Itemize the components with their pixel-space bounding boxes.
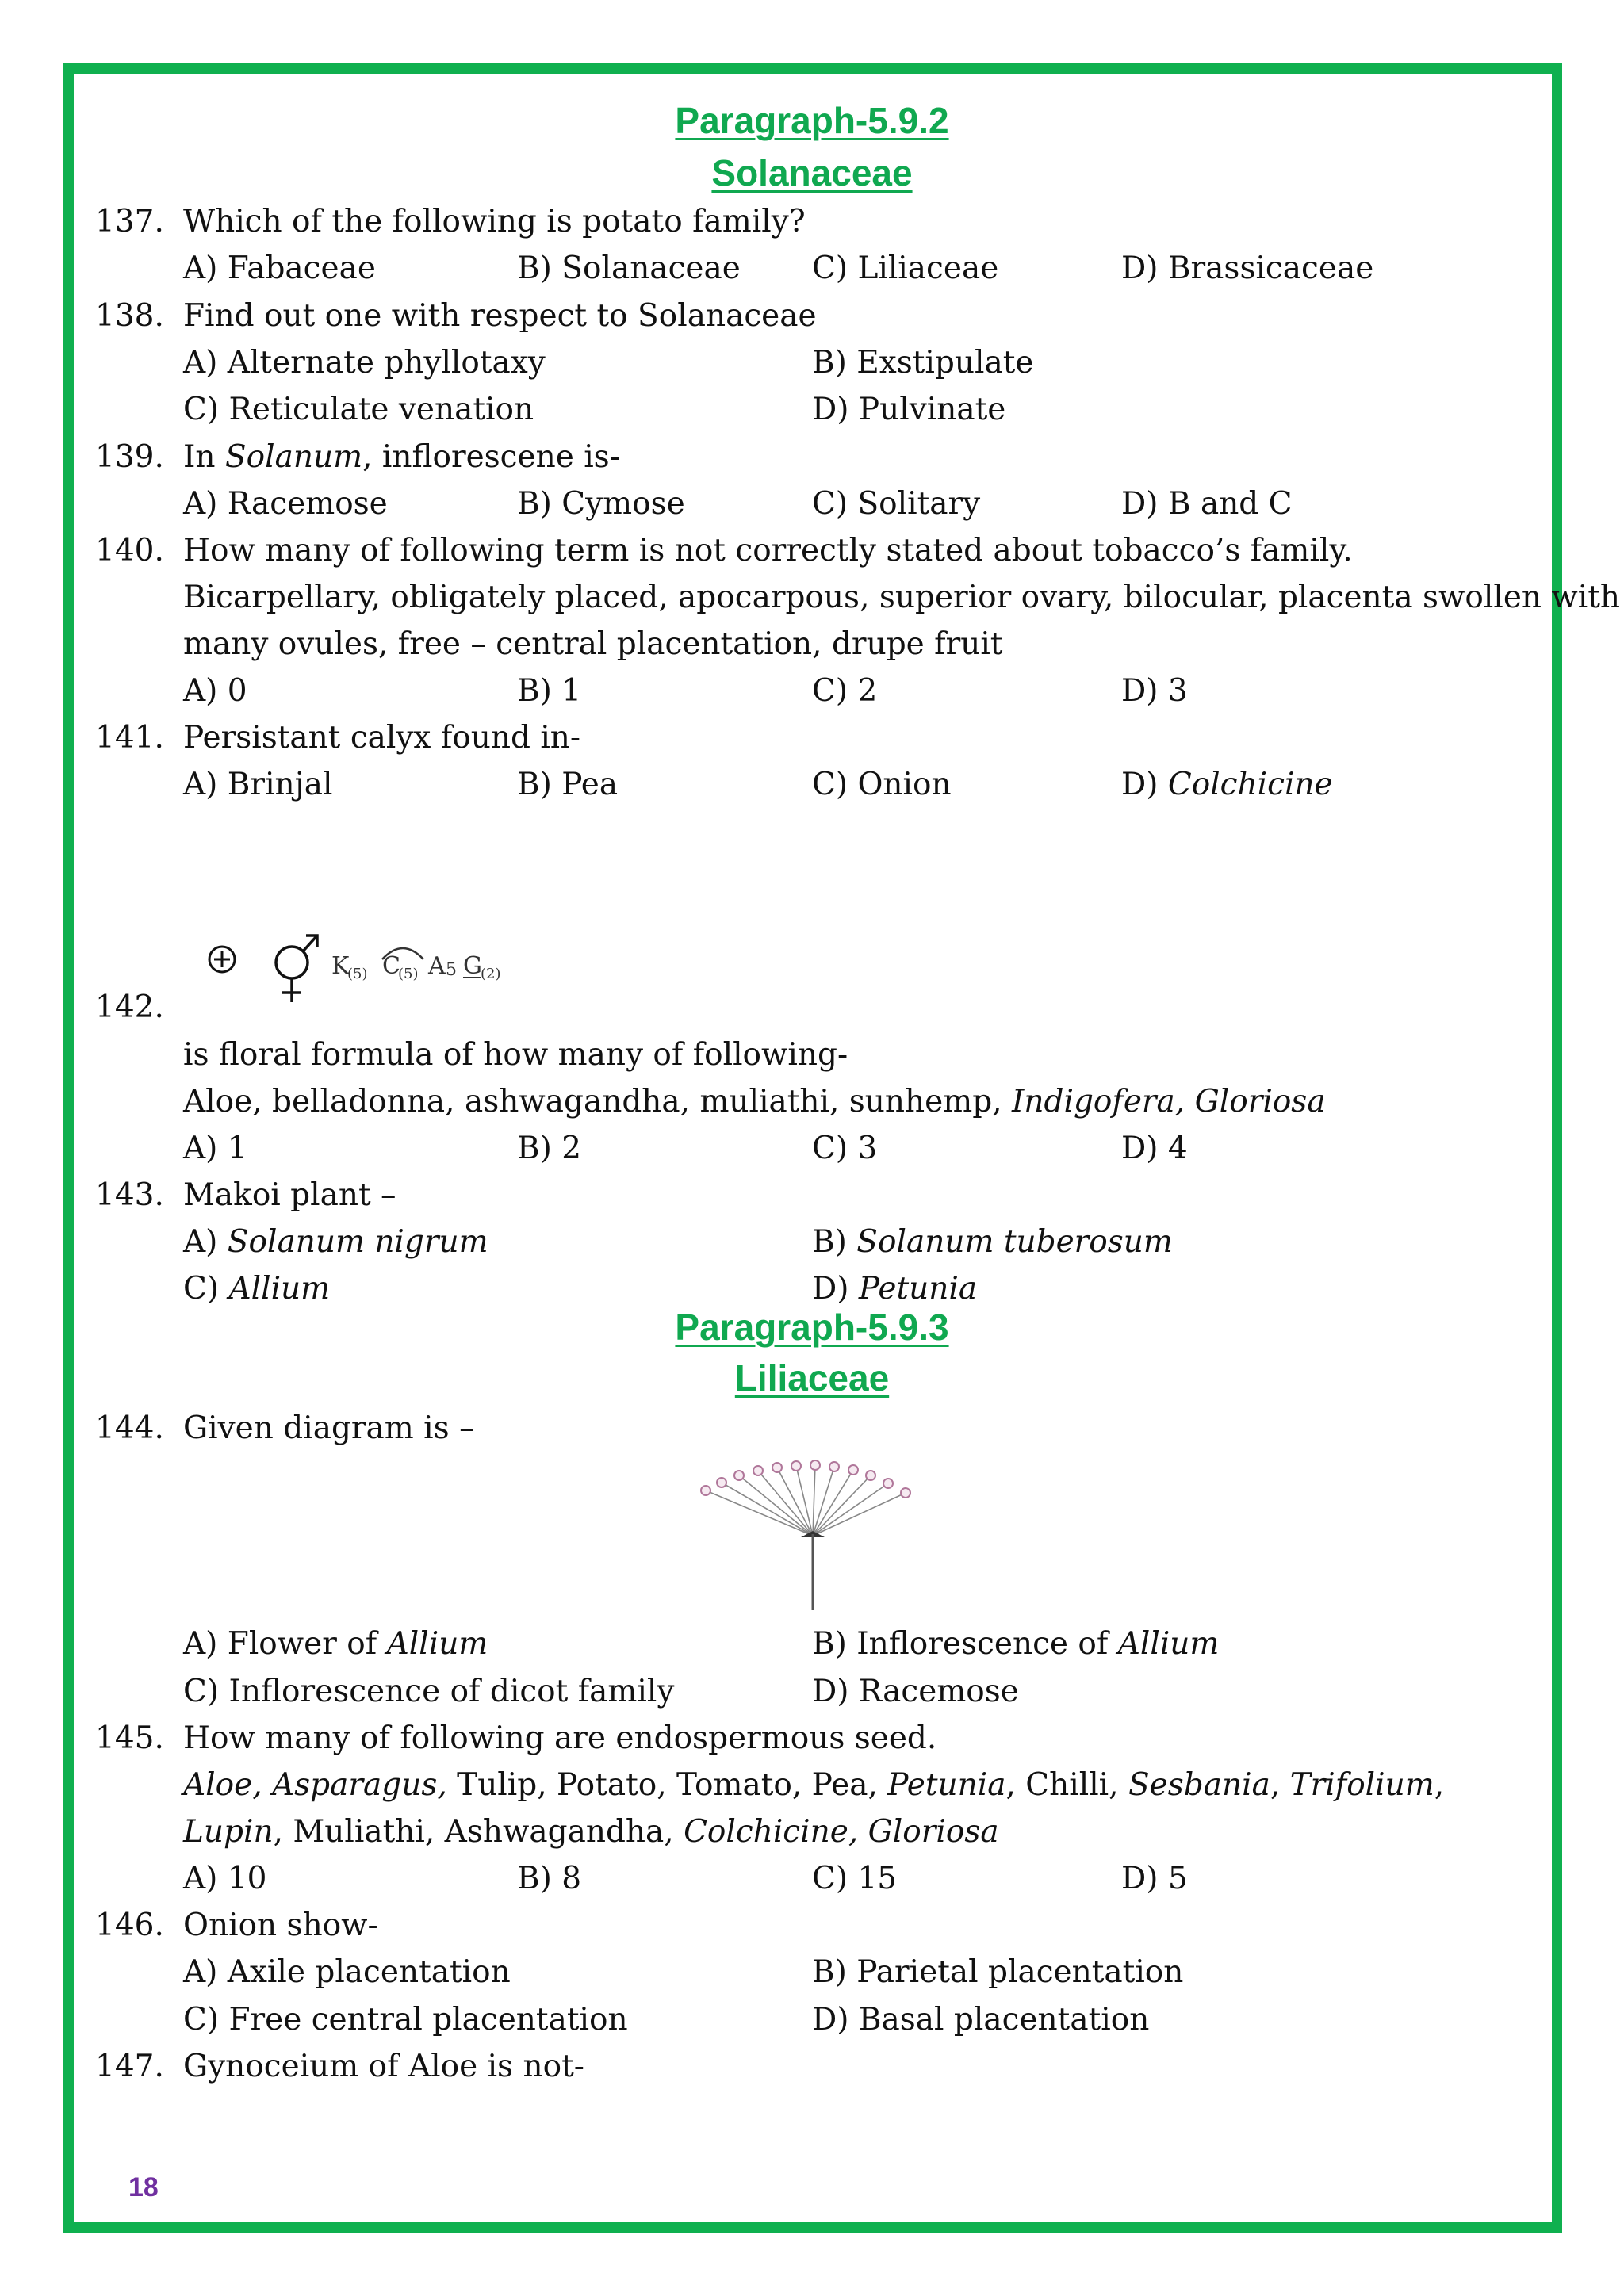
option-a: A) Racemose [183,486,388,522]
section-heading-solanaceae: Solanaceae [711,152,913,193]
question-139 [0,434,1624,480]
question-140-line2 [0,575,1624,621]
option-c: C) Reticulate venation [183,392,534,427]
option-d: D) 5 [1121,1861,1188,1896]
option-d: D) Basal placentation [812,2002,1150,2038]
options-146-row2 [0,1997,1624,2043]
question-140-line3 [0,622,1624,668]
question-number: 143. [95,1177,164,1213]
formula-gynoecium-count: (2) [481,966,501,982]
question-text-continued: Bicarpellary, obligately placed, apocarpous, superior ovary, bilocular, placenta swollen with [183,580,1621,615]
option-c: C) Allium [183,1271,331,1307]
option-c: C) Inflorescence of dicot family [183,1674,675,1709]
flowers [701,1460,910,1498]
option-c: C) 3 [812,1131,878,1166]
options-143-row1 [0,1219,1624,1265]
actinomorphic-symbol-icon [209,947,235,972]
question-143 [0,1173,1624,1219]
option-c: C) 2 [812,673,878,709]
question-142 [0,985,1624,1031]
option-d: D) Petunia [812,1271,978,1307]
option-c: C) 15 [812,1861,898,1896]
question-145-list-line2 [0,1809,1624,1855]
question-text: In Solanum, inflorescene is- [183,439,620,475]
option-a: A) Alternate phyllotaxy [183,345,546,381]
question-number: 139. [95,439,164,475]
option-b: B) Solanaceae [517,251,741,286]
question-text: Gynoceium of Aloe is not- [183,2049,584,2084]
question-number: 147. [95,2049,164,2084]
question-number: 137. [95,204,164,239]
formula-gynoecium: G [463,952,482,980]
umbel-inflorescence-diagram [690,1455,936,1613]
option-b: B) Inflorescence of Allium [812,1626,1220,1662]
question-list: Aloe, belladonna, ashwagandha, muliathi, sunhemp, Indigofera, Gloriosa [183,1084,1326,1119]
formula-corolla-count: (5) [398,966,419,982]
option-a: A) Flower of Allium [183,1626,488,1662]
question-number: 144. [95,1410,164,1446]
options-138-row1 [0,340,1624,386]
question-text: is floral formula of how many of following- [183,1037,848,1073]
option-b: B) Parietal placentation [812,1954,1184,1990]
option-b: B) Exstipulate [812,345,1034,381]
question-text: Given diagram is – [183,1410,475,1446]
question-number: 140. [95,533,164,568]
option-d: D) Brassicaceae [1121,251,1374,286]
option-d: D) 4 [1121,1131,1188,1166]
option-d: D) Pulvinate [812,392,1006,427]
formula-androecium-count: 5 [446,960,457,980]
question-number: 146. [95,1908,164,1943]
question-144 [0,1406,1624,1452]
question-text: Which of the following is potato family? [183,204,806,239]
question-141 [0,715,1624,761]
question-145 [0,1716,1624,1762]
option-a: A) 0 [183,673,247,709]
option-a: A) Axile placentation [183,1954,511,1990]
option-d: D) B and C [1121,486,1293,522]
option-c: C) Onion [812,767,952,802]
question-text: Makoi plant – [183,1177,396,1213]
option-b: B) Pea [517,767,619,802]
question-number: 145. [95,1720,164,1756]
option-b: B) 8 [517,1861,582,1896]
option-a: A) Solanum nigrum [183,1224,488,1260]
option-d: D) Colchicine [1121,767,1333,802]
option-c: C) Free central placentation [183,2002,628,2038]
option-a: A) 10 [183,1861,267,1896]
option-b: B) 2 [517,1131,582,1166]
option-c: C) Solitary [812,486,981,522]
option-d: D) 3 [1121,673,1188,709]
question-142-list [0,1079,1624,1125]
question-text: How many of following are endospermous seed. [183,1720,937,1756]
options-144-row2 [0,1669,1624,1715]
question-146 [0,1903,1624,1949]
options-146-row1 [0,1950,1624,1996]
option-a: A) Fabaceae [183,251,376,286]
formula-corolla: C [382,952,400,980]
plant-list: Lupin, Muliathi, Ashwagandha, Colchicine, Gloriosa [183,1814,999,1850]
question-text: Persistant calyx found in- [183,720,581,756]
question-text-continued: many ovules, free – central placentation, drupe fruit [183,626,1003,662]
option-a: A) 1 [183,1131,247,1166]
options-140 [0,668,1624,714]
question-text: Onion show- [183,1908,378,1943]
plant-list: Aloe, Asparagus, Tulip, Potato, Tomato, Pea, Petunia, Chilli, Sesbania, Trifolium, [183,1767,1445,1803]
option-a: A) Brinjal [183,767,333,802]
options-141 [0,762,1624,808]
options-139 [0,481,1624,527]
question-137 [0,199,1624,245]
formula-androecium: A [428,952,446,980]
options-144-row1 [0,1621,1624,1667]
option-d: D) Racemose [812,1674,1019,1709]
option-b: B) Cymose [517,486,685,522]
option-b: B) Solanum tuberosum [812,1224,1173,1260]
question-number: 141. [95,720,164,756]
option-c: C) Liliaceae [812,251,999,286]
question-147 [0,2044,1624,2090]
options-138-row2 [0,387,1624,433]
formula-calyx-count: (5) [347,966,368,982]
section-heading-liliaceae: Liliaceae [734,1357,890,1399]
section-heading-paragraph-5-9-2: Paragraph-5.9.2 [675,100,949,141]
section-heading-paragraph-5-9-3: Paragraph-5.9.3 [675,1307,949,1348]
question-145-list-line1 [0,1762,1624,1808]
options-145 [0,1856,1624,1902]
question-142-text [0,1032,1624,1078]
options-142 [0,1126,1624,1172]
question-text: Find out one with respect to Solanaceae [183,298,817,334]
options-137 [0,246,1624,292]
question-138 [0,293,1624,339]
option-b: B) 1 [517,673,582,709]
page-number: 18 [128,2172,159,2202]
formula-calyx: K [331,952,350,980]
question-number: 138. [95,298,164,334]
question-text: How many of following term is not correctly stated about tobacco’s family. [183,533,1353,568]
question-number: 142. [95,989,164,1025]
question-140 [0,528,1624,574]
